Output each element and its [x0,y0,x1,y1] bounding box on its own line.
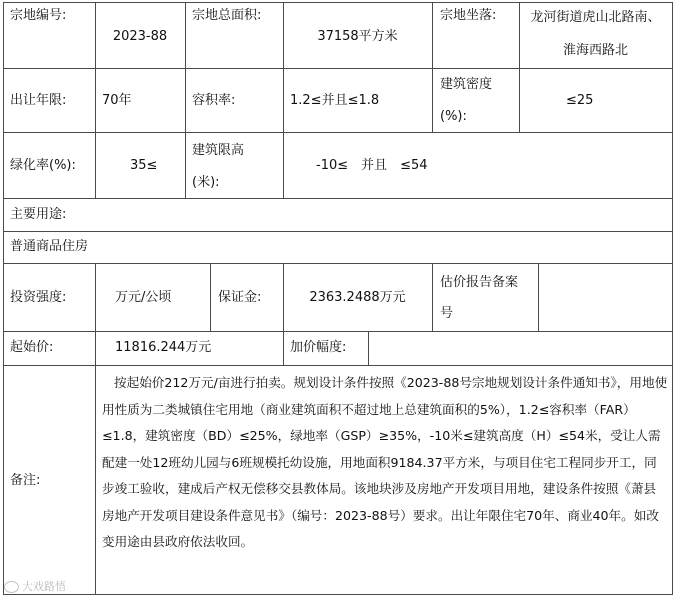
location-label: 宗地坐落: [440,8,497,23]
green-label: 绿化率(%): [10,158,76,173]
height-limit-label-line2: (米): [192,175,220,190]
remarks-label: 备注: [10,473,41,488]
main-use-label: 主要用途: [10,207,67,222]
deposit-label: 保证金: [218,290,262,305]
increment-label: 加价幅度: [290,340,347,355]
start-price-value: 11816.244万元 [115,340,212,355]
parcel-no-value: 2023-88 [112,29,168,44]
appraisal-label-line2: 号 [440,306,454,321]
location-value-line2: 淮海西路北 [562,43,628,58]
term-label: 出让年限: [10,93,67,108]
start-price-label: 起始价: [10,340,54,355]
main-use-value: 普通商品住房 [10,239,89,254]
deposit-value: 2363.2488万元 [309,290,406,305]
parcel-no-label: 宗地编号: [10,8,67,23]
watermark-logo-icon [4,581,19,593]
height-limit-value: -10≤ 并且 ≤54 [316,158,428,173]
appraisal-label-line1: 估价报告备案 [440,275,519,290]
invest-label: 投资强度: [10,290,67,305]
location-value-line1: 龙河街道虎山北路南、 [530,10,661,25]
density-label-line1: 建筑密度 [440,77,493,92]
density-value: ≤25 [566,93,594,108]
watermark-text: 大戏路悟 [22,580,66,593]
total-area-value: 37158平方米 [317,29,398,44]
density-label-line2: (%): [440,109,467,124]
watermark [4,578,66,594]
far-value: 1.2≤并且≤1.8 [290,93,380,108]
remarks-text: 按起始价212万元/亩进行拍卖。规划设计条件按照《2023-88号宗地规划设计条件通知书》，用地使用性质为二类城镇住宅用地（商业建筑面积不超过地上总建筑面积的5%），1.2≤容积率（FAR）≤1.8，建筑密度（BD）≤25%，绿地率（GSP）≥35%，-10米≤建筑高度（H）≤54米，受让人需配建一处12班幼儿园与6班规模托幼设施，用地面积9184.37平方米，与项目住宅工程同步开工，同步竣工验收，建成后产权无偿移交县教体局。该地块涉及房地产开发项目用地，建设条件按照《萧县房地产开发项目建设条件意见书》（编号：2023-88号）要求。出让年限住宅70年、商业40年。如改变用途由县政府依法收回。 [102,375,668,549]
total-area-label: 宗地总面积: [192,8,262,23]
term-value: 70年 [102,93,132,108]
green-value: 35≤ [130,158,158,173]
invest-value: 万元/公顷 [115,290,172,305]
far-label: 容积率: [192,93,236,108]
height-limit-label-line1: 建筑限高 [192,143,245,158]
